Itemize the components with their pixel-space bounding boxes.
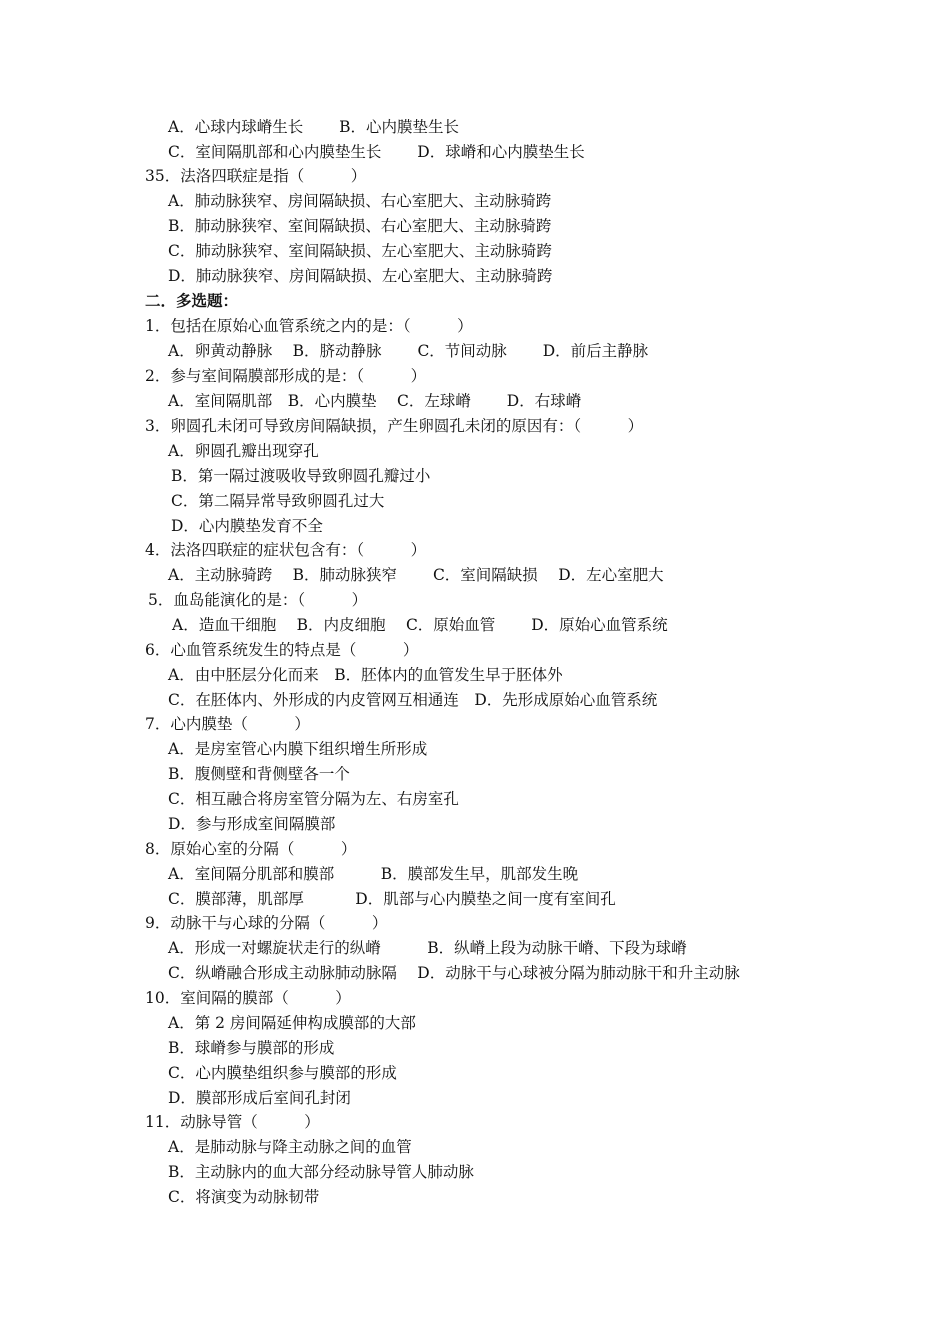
option-line: C．膜部薄，肌部厚 D．肌部与心内膜垫之间一度有室间孔 <box>168 890 616 908</box>
option-line: A．主动脉骑跨 B．肺动脉狭窄 C．室间隔缺损 D．左心室肥大 <box>168 566 664 584</box>
option-line: B．主动脉内的血大部分经动脉导管人肺动脉 <box>168 1163 474 1181</box>
section-heading: 二．多选题： <box>145 291 239 310</box>
question-line: 6．心血管系统发生的特点是（ ） <box>145 641 419 659</box>
option-line: A．卵圆孔瓣出现穿孔 <box>168 442 319 460</box>
option-line: A．由中胚层分化而来 B．胚体内的血管发生早于胚体外 <box>168 666 563 684</box>
option-line: B．肺动脉狭窄、室间隔缺损、右心室肥大、主动脉骑跨 <box>168 217 552 235</box>
option-line: C．相互融合将房室管分隔为左、右房室孔 <box>168 790 459 808</box>
option-line: A．形成一对螺旋状走行的纵嵴 B．纵嵴上段为动脉干嵴、下段为球嵴 <box>168 939 687 957</box>
question-line: 10．室间隔的膜部（ ） <box>145 989 351 1007</box>
option-line: C．肺动脉狭窄、室间隔缺损、左心室肥大、主动脉骑跨 <box>168 242 552 260</box>
option-line: B．球嵴参与膜部的形成 <box>168 1039 335 1057</box>
option-line: D．心内膜垫发育不全 <box>171 517 323 535</box>
option-line: C．在胚体内、外形成的内皮管网互相通连 D．先形成原始心血管系统 <box>168 691 658 709</box>
option-line: A．肺动脉狭窄、房间隔缺损、右心室肥大、主动脉骑跨 <box>168 192 552 210</box>
option-line: A．是房室管心内膜下组织增生所形成 <box>168 740 428 758</box>
question-line: 1．包括在原始心血管系统之内的是：（ ） <box>145 317 473 335</box>
question-line: 4．法洛四联症的症状包含有：（ ） <box>145 541 427 559</box>
option-line: A．造血干细胞 B．内皮细胞 C．原始血管 D．原始心血管系统 <box>172 616 668 634</box>
option-line: D．膜部形成后室间孔封闭 <box>168 1089 351 1107</box>
question-line: 8．原始心室的分隔（ ） <box>145 840 357 858</box>
option-line: C．纵嵴融合形成主动脉肺动脉隔 D．动脉干与心球被分隔为肺动脉干和升主动脉 <box>168 964 740 982</box>
option-line: A．第 2 房间隔延伸构成膜部的大部 <box>168 1014 416 1032</box>
option-line: C．室间隔肌部和心内膜垫生长 D．球嵴和心内膜垫生长 <box>168 143 585 161</box>
question-line: 3．卵圆孔未闭可导致房间隔缺损，产生卵圆孔未闭的原因有：（ ） <box>145 417 644 435</box>
option-line: B．第一隔过渡吸收导致卵圆孔瓣过小 <box>171 467 431 485</box>
option-line: A．室间隔分肌部和膜部 B．膜部发生早，肌部发生晚 <box>168 865 579 883</box>
option-line: C．第二隔异常导致卵圆孔过大 <box>171 492 385 510</box>
question-line: 7．心内膜垫（ ） <box>145 715 310 733</box>
question-line: 5．血岛能演化的是：（ ） <box>148 591 368 609</box>
option-line: C．将演变为动脉韧带 <box>168 1188 320 1206</box>
question-line: 35．法洛四联症是指（ ） <box>145 167 367 185</box>
option-line: C．心内膜垫组织参与膜部的形成 <box>168 1064 397 1082</box>
option-line: A．是肺动脉与降主动脉之间的血管 <box>168 1138 412 1156</box>
option-line: A．室间隔肌部 B．心内膜垫 C．左球嵴 D．右球嵴 <box>168 392 582 410</box>
question-line: 9．动脉干与心球的分隔（ ） <box>145 914 388 932</box>
question-line: 11．动脉导管（ ） <box>145 1113 320 1131</box>
option-line: A．卵黄动静脉 B．脐动静脉 C．节间动脉 D．前后主静脉 <box>168 342 649 360</box>
option-line: A．心球内球嵴生长 B．心内膜垫生长 <box>168 118 460 136</box>
option-line: B．腹侧壁和背侧壁各一个 <box>168 765 350 783</box>
option-line: D．肺动脉狭窄、房间隔缺损、左心室肥大、主动脉骑跨 <box>168 267 553 285</box>
option-line: D．参与形成室间隔膜部 <box>168 815 336 833</box>
question-line: 2．参与室间隔膜部形成的是：（ ） <box>145 367 427 385</box>
